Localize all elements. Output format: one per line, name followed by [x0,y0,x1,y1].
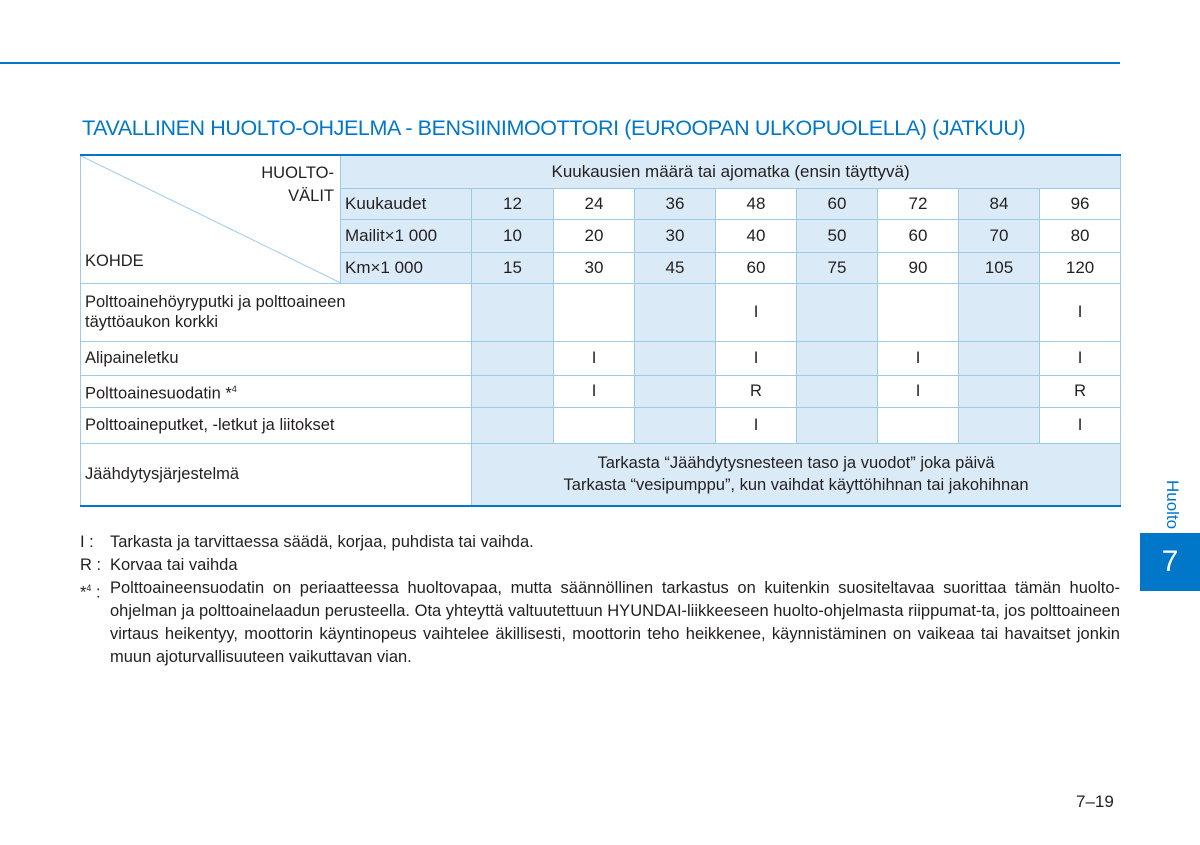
footnote-marker: 4 [86,583,92,593]
item-label: Jäähdytysjärjestelmä [81,443,472,506]
legend-key-text: R [80,556,92,574]
schedule-mark [472,407,554,443]
interval-value: 15 [472,252,554,283]
schedule-mark [472,375,554,407]
legend-text: Korvaa tai vaihda [110,556,238,574]
interval-value: 48 [716,188,797,219]
item-label: Alipaineletku [81,341,472,375]
interval-value: 45 [635,252,716,283]
interval-value: 20 [554,219,635,252]
legend [80,531,1120,669]
table-row [81,443,1121,506]
schedule-mark [554,407,635,443]
legend-separator: : [84,533,94,551]
interval-value: 105 [959,252,1040,283]
legend-separator: : [91,583,101,602]
item-label: Polttoaineputket, -letkut ja liitokset [81,407,472,443]
table-row [81,283,1121,341]
schedule-mark: I [1040,341,1121,375]
legend-item [80,554,1120,577]
interval-value: 60 [878,219,959,252]
interval-value: 96 [1040,188,1121,219]
schedule-mark: R [716,375,797,407]
legend-key [80,554,110,577]
schedule-mark [635,341,716,375]
interval-header-line: HUOLTO- [261,164,334,182]
chapter-tab: 7 [1140,533,1200,591]
cooling-note [472,443,1121,506]
chapter-side-label: Huolto [1163,480,1182,530]
schedule-mark [878,407,959,443]
interval-value: 90 [878,252,959,283]
schedule-mark: I [554,341,635,375]
interval-value: 75 [797,252,878,283]
schedule-mark [635,407,716,443]
interval-value: 72 [878,188,959,219]
legend-text: Tarkasta ja tarvittaessa säädä, korjaa, puhdista tai vaihda. [110,533,534,551]
schedule-mark: I [1040,283,1121,341]
interval-value: 30 [635,219,716,252]
schedule-mark: I [878,375,959,407]
interval-value: 80 [1040,219,1121,252]
schedule-mark [472,341,554,375]
interval-value: 10 [472,219,554,252]
schedule-mark [472,283,554,341]
table-row [81,407,1121,443]
schedule-mark: I [716,407,797,443]
interval-header-line: VÄLIT [288,187,334,205]
item-header: KOHDE [85,251,144,270]
interval-value: 12 [472,188,554,219]
cooling-note-line: Tarkasta “vesipumppu”, kun vaihdat käyttöhihnan tai jakohihnan [563,476,1029,495]
item-label [81,283,472,341]
schedule-mark: I [554,375,635,407]
interval-value: 84 [959,188,1040,219]
schedule-mark [797,283,878,341]
page-title: TAVALLINEN HUOLTO-OHJELMA - BENSIINIMOOTTORI (EUROOPAN ULKOPUOLELLA) (JATKUU) [82,116,1026,140]
legend-key [80,577,110,669]
item-label [81,375,472,407]
item-label-line: täyttöaukon korkki [85,313,218,331]
page-number: 7–19 [1076,792,1114,811]
schedule-mark [959,375,1040,407]
interval-value: 36 [635,188,716,219]
schedule-mark [635,375,716,407]
legend-key-text: I [80,533,85,551]
legend-key [80,531,110,554]
interval-value: 50 [797,219,878,252]
span-header: Kuukausien määrä tai ajomatka (ensin täyttyvä) [341,155,1121,188]
interval-value: 24 [554,188,635,219]
interval-value: 30 [554,252,635,283]
maintenance-schedule-table [80,154,1121,507]
interval-row-label: Kuukaudet [341,188,472,219]
legend-key-text: * [80,583,87,602]
schedule-mark [797,375,878,407]
interval-value: 120 [1040,252,1121,283]
legend-item [80,577,1120,669]
schedule-mark [878,283,959,341]
legend-text: Polttoaineensuodatin on periaatteessa huoltovapaa, mutta säännöllinen tarkastus on kuitenkin suositeltavaa suorittaa tämän huolto-ohjelman ja polttoainelaadun perusteella. Ota yhteyttä valtuutettuun HYUNDAI-liikkeeseen huolto-ohjelmasta riippumat-ta, jos polttoaineen virtaus heikentyy, moottorin käyntinopeus vaihtelee äkillisesti, moottorin teho heikkenee, käynnistäminen on vaikeaa tai havaitset jonkin muun ajoturvallisuuteen vaikuttavan vian. [110,579,1120,666]
interval-row-label: Km×1 000 [341,252,472,283]
schedule-mark: R [1040,375,1121,407]
schedule-mark [959,283,1040,341]
legend-item [80,531,1120,554]
footnote-marker: 4 [231,383,237,394]
legend-separator: : [91,556,102,574]
schedule-mark [635,283,716,341]
interval-value: 60 [797,188,878,219]
schedule-mark [797,407,878,443]
schedule-mark [554,283,635,341]
schedule-mark [959,341,1040,375]
schedule-mark: I [716,341,797,375]
schedule-mark [797,341,878,375]
schedule-mark: I [878,341,959,375]
interval-header [261,162,334,208]
interval-value: 40 [716,219,797,252]
schedule-mark: I [1040,407,1121,443]
interval-value: 70 [959,219,1040,252]
top-rule [0,62,1120,64]
schedule-mark [959,407,1040,443]
interval-row-label: Mailit×1 000 [341,219,472,252]
table-row [81,375,1121,407]
cooling-note-line: Tarkasta “Jäähdytysnesteen taso ja vuodot” joka päivä [597,454,995,473]
table-row [81,341,1121,375]
item-label-line: Polttoainehöyryputki ja polttoaineen [85,293,346,311]
table-corner-header [81,155,341,283]
interval-value: 60 [716,252,797,283]
schedule-mark: I [716,283,797,341]
item-label-text: Polttoainesuodatin * [85,384,232,403]
